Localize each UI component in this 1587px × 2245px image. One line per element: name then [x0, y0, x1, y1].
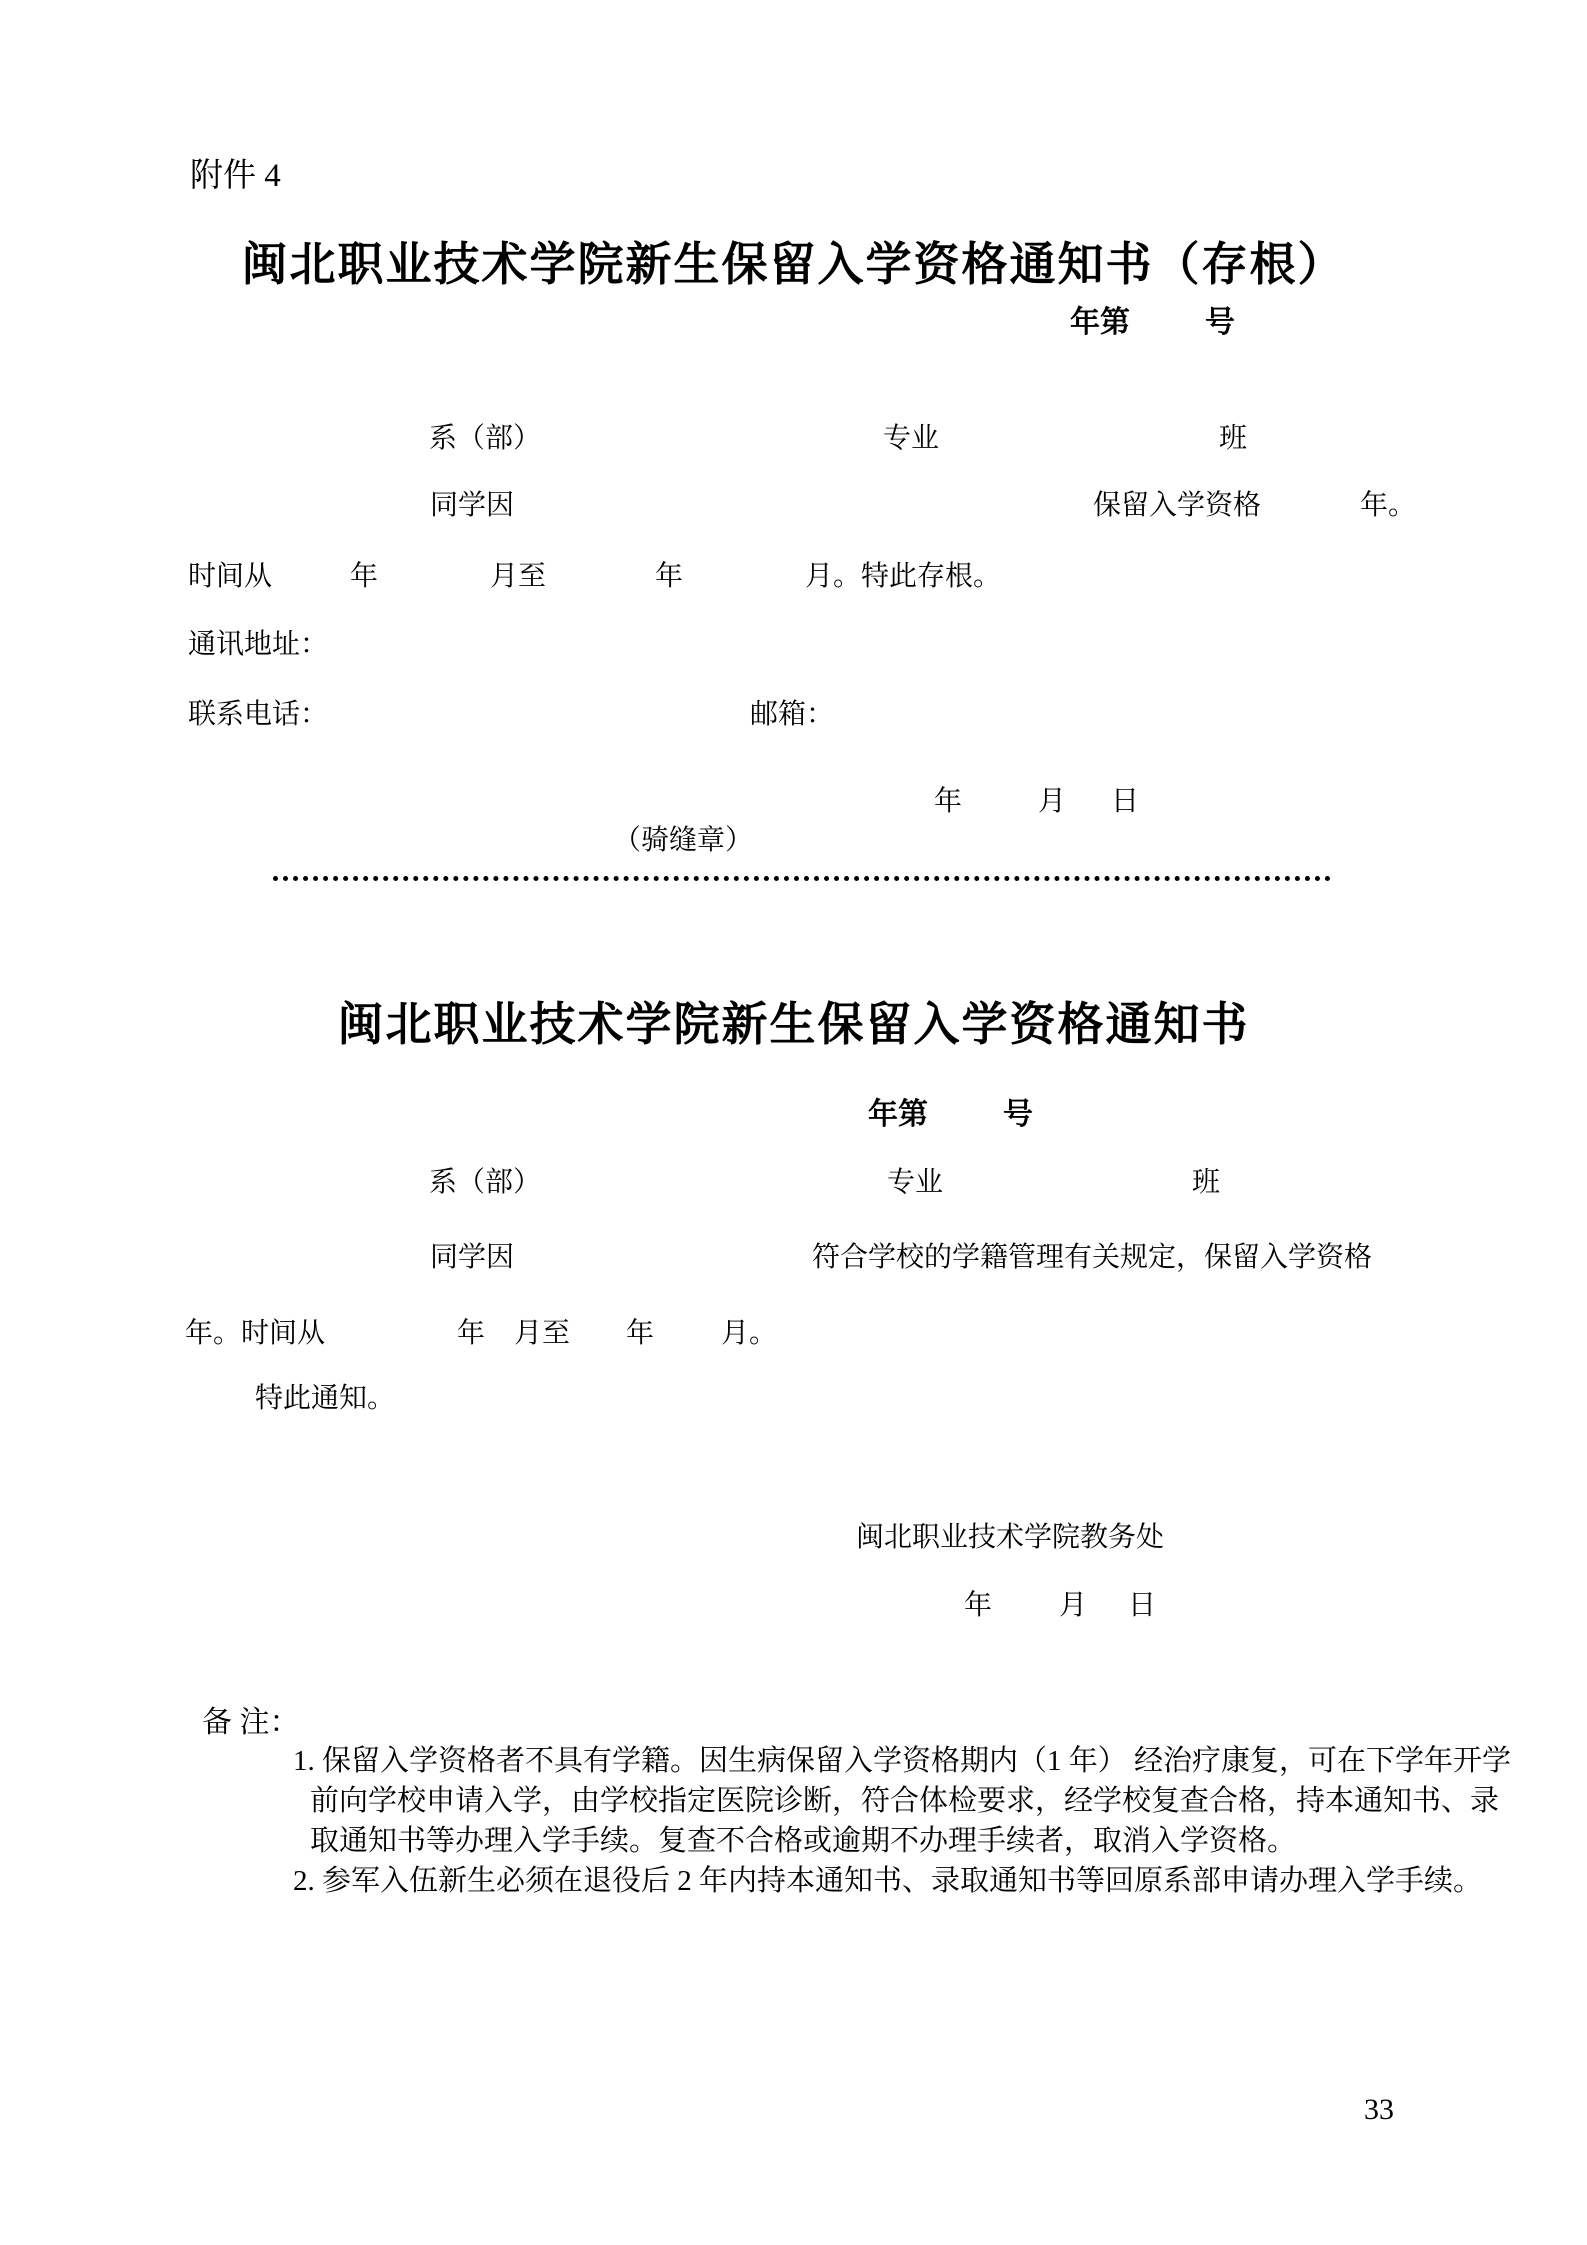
- notice-title: 闽北职业技术学院新生保留入学资格通知书: [337, 999, 1250, 1050]
- notice-year-from-label: 年: [457, 1318, 486, 1349]
- stub-class-label: 班: [1219, 423, 1248, 454]
- notice-serial-year-no-label: 年第: [868, 1098, 928, 1131]
- notice-serial-number-label: 号: [1003, 1098, 1033, 1131]
- remarks-label: 备 注：: [202, 1706, 300, 1739]
- stub-year-from-label: 年: [350, 561, 379, 592]
- notice-date-year-label: 年: [964, 1590, 993, 1621]
- stub-seal-label: （骑缝章）: [613, 825, 754, 856]
- stub-date-year-label: 年: [934, 786, 963, 817]
- notice-class-label: 班: [1192, 1167, 1221, 1198]
- stub-date-month-label: 月: [1038, 786, 1067, 817]
- stub-year-to-label: 年: [655, 561, 684, 592]
- notice-signer-label: 闽北职业技术学院教务处: [856, 1522, 1165, 1553]
- notice-date-day-label: 日: [1128, 1590, 1157, 1621]
- stub-phone-label: 联系电话：: [188, 699, 329, 730]
- attachment-label: 附件 4: [190, 158, 281, 194]
- stub-student-label: 同学因: [430, 490, 515, 521]
- stub-major-label: 专业: [883, 423, 940, 454]
- notice-year-to-label: 年: [626, 1318, 655, 1349]
- remark-1-line-2: 前向学校申请入学，由学校指定医院诊断，符合体检要求，经学校复查合格，持本通知书、录: [310, 1785, 1500, 1817]
- remark-2: 2. 参军入伍新生必须在退役后 2 年内持本通知书、录取通知书等回原系部申请办理入学手续。: [293, 1865, 1483, 1897]
- stub-retain-label: 保留入学资格: [1093, 490, 1262, 521]
- stub-email-label: 邮箱：: [750, 699, 835, 730]
- stub-time-from-label: 时间从: [188, 561, 273, 592]
- stub-serial-year-no-label: 年第: [1070, 306, 1130, 339]
- stub-date-day-label: 日: [1111, 786, 1140, 817]
- notice-rule-text: 符合学校的学籍管理有关规定，保留入学资格: [812, 1242, 1373, 1273]
- notice-dept-label: 系（部）: [429, 1167, 542, 1198]
- remark-1-line-1: 1. 保留入学资格者不具有学籍。因生病保留入学资格期内（1 年） 经治疗康复，可在下学年开学: [293, 1745, 1512, 1777]
- dotted-cut-line: [273, 876, 1331, 881]
- stub-month-end-label: 月。特此存根。: [805, 561, 1002, 592]
- notice-month-to-label: 月至: [514, 1318, 571, 1349]
- notice-hereby-text: 特此通知。: [255, 1383, 396, 1414]
- stub-serial-number-label: 号: [1205, 306, 1235, 339]
- notice-date-month-label: 月: [1059, 1590, 1088, 1621]
- stub-title: 闽北职业技术学院新生保留入学资格通知书（存根）: [241, 239, 1346, 290]
- remark-1-line-3: 取通知书等办理入学手续。复查不合格或逾期不办理手续者，取消入学资格。: [310, 1825, 1297, 1857]
- notice-major-label: 专业: [887, 1167, 944, 1198]
- notice-month-end-label: 月。: [721, 1318, 778, 1349]
- stub-address-label: 通讯地址：: [188, 629, 329, 660]
- notice-time-from-label: 年。时间从: [185, 1318, 326, 1349]
- stub-month-to-label: 月至: [490, 561, 547, 592]
- stub-retain-year-label: 年。: [1360, 490, 1417, 521]
- page-number: 33: [1364, 2093, 1394, 2126]
- stub-dept-label: 系（部）: [429, 423, 542, 454]
- notice-student-label: 同学因: [430, 1242, 515, 1273]
